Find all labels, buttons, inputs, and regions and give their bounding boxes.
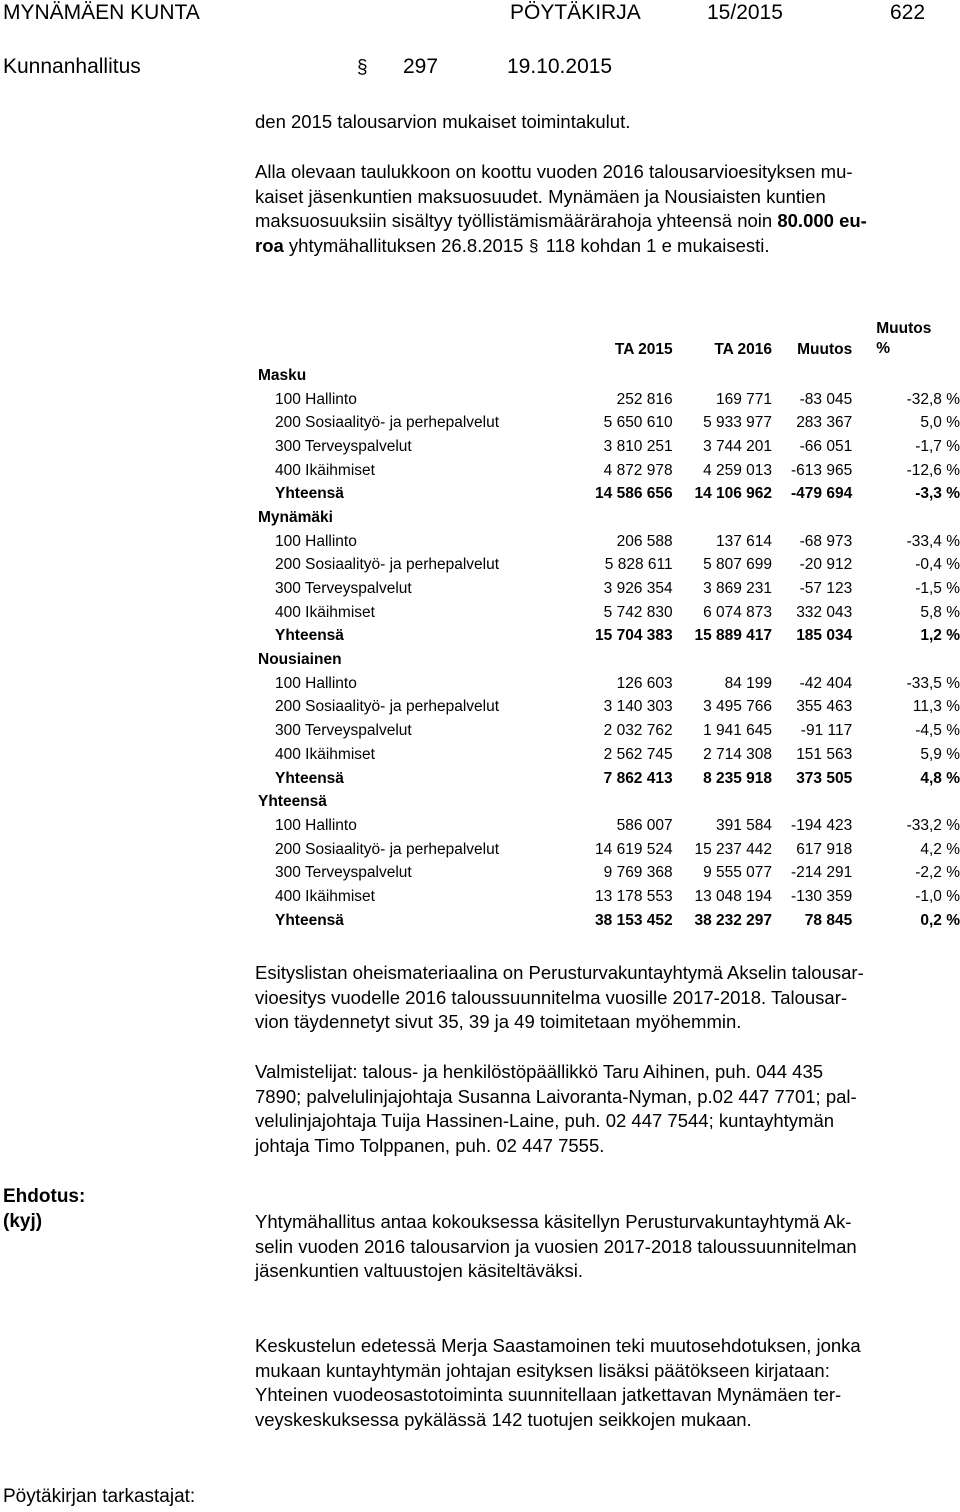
cell-muutos: -57 123 (799, 580, 853, 598)
cell-muutos-pct: -2,2 % (915, 864, 960, 882)
cell-category: Yhteensä (275, 769, 344, 787)
cell-category: 400 Ikäihmiset (275, 603, 375, 621)
cell-muutos-pct: 5,8 % (920, 603, 960, 621)
group-row (255, 790, 960, 814)
table-row (255, 459, 960, 483)
intro-text (255, 209, 867, 234)
intro-text (255, 234, 867, 259)
header-ta2015: TA 2015 (614, 341, 673, 358)
section-icon (357, 55, 370, 83)
group-name: Nousiainen (258, 651, 342, 669)
cell-category: 300 Terveyspalvelut (275, 580, 412, 598)
cell-muutos: 185 034 (796, 627, 853, 645)
intro-text-part: yhtymähallituksen 26.8.2015 (283, 234, 529, 256)
cell-ta2016: 14 106 962 (694, 485, 773, 503)
table-row (255, 435, 960, 459)
cell-muutos-pct: -1,0 % (915, 887, 960, 905)
cell-category: 200 Sosiaalityö- ja perhepalvelut (275, 698, 500, 716)
cell-ta2015: 14 586 656 (595, 485, 673, 503)
cell-muutos: 283 367 (796, 414, 853, 432)
paragraph-line: Keskustelun edetessä Merja Saastamoinen teki muutosehdotuksen, jonka (255, 1335, 861, 1356)
cell-ta2015: 9 769 368 (603, 864, 673, 882)
group-row (255, 364, 960, 388)
table-row (255, 719, 960, 743)
page-number: 622 (890, 1, 926, 24)
cell-muutos-pct: -33,5 % (906, 674, 960, 692)
table-body (255, 364, 960, 933)
cell-category: 300 Terveyspalvelut (275, 437, 412, 455)
intro-line (255, 110, 630, 135)
cell-category: 100 Hallinto (275, 390, 357, 408)
intro-paragraph (255, 160, 867, 258)
total-row (255, 625, 960, 649)
cell-ta2015: 3 926 354 (603, 580, 673, 598)
cell-category: Yhteensä (275, 911, 344, 929)
cell-category: 400 Ikäihmiset (275, 461, 375, 479)
cell-muutos-pct: -3,3 % (915, 485, 960, 503)
cell-ta2015: 2 562 745 (603, 745, 673, 763)
cell-ta2015: 252 816 (616, 390, 673, 408)
table-row (255, 885, 960, 909)
cell-muutos: 355 463 (796, 698, 853, 716)
cell-muutos: 373 505 (796, 769, 853, 787)
cell-muutos-pct: -4,5 % (915, 722, 960, 740)
cell-ta2016: 137 614 (716, 532, 773, 550)
cell-ta2016: 8 235 918 (703, 769, 773, 787)
table-row (255, 743, 960, 767)
cell-ta2016: 391 584 (716, 816, 773, 834)
cell-muutos: -83 045 (799, 390, 853, 408)
cell-ta2016: 38 232 297 (694, 911, 773, 929)
cell-ta2015: 126 603 (616, 674, 673, 692)
cell-ta2016: 1 941 645 (703, 722, 773, 740)
cell-muutos: -91 117 (800, 722, 853, 740)
paragraph-line: selin vuoden 2016 talousarvion ja vuosien 2017-2018 taloussuunnitelman (255, 1235, 857, 1257)
cell-ta2015: 3 140 303 (603, 698, 673, 716)
cell-muutos-pct: -0,4 % (915, 556, 960, 574)
cell-category: 400 Ikäihmiset (275, 887, 375, 905)
cell-muutos: 78 845 (804, 911, 853, 929)
header-muutos-pct (852, 303, 960, 364)
cell-muutos: 617 918 (796, 840, 853, 858)
meeting-date: 19.10.2015 (507, 55, 613, 78)
cell-category: 200 Sosiaalityö- ja perhepalvelut (275, 414, 500, 432)
group-row (255, 648, 960, 672)
total-row (255, 482, 960, 506)
cell-muutos: 332 043 (796, 603, 853, 621)
cell-category: 100 Hallinto (275, 816, 357, 834)
preparers-paragraph (255, 1060, 857, 1158)
paragraph-line: Yhteinen vuodeosastotoiminta suunnitellaan jatkettavan Mynämäen ter- (255, 1384, 842, 1405)
header-ta2016: TA 2016 (714, 341, 773, 358)
paragraph-line: 7890; palvelulinjajohtaja Susanna Laivoranta-Nyman, p.02 447 7701; pal- (255, 1085, 857, 1107)
total-row (255, 767, 960, 791)
cell-muutos-pct: -33,2 % (906, 816, 960, 834)
cell-muutos-pct: 11,3 % (912, 698, 960, 716)
paragraph-line: vioesitys vuodelle 2016 taloussuunnitelma vuosille 2017-2018. Talousar- (255, 986, 848, 1008)
cell-muutos-pct: 0,2 % (920, 911, 960, 929)
document-type: PÖYTÄKIRJA (510, 1, 641, 24)
board-name: Kunnanhallitus (3, 55, 141, 78)
cell-muutos: -613 965 (791, 461, 853, 479)
table-row (255, 838, 960, 862)
cell-ta2015: 38 153 452 (595, 911, 673, 929)
cell-ta2016: 3 869 231 (703, 580, 773, 598)
cell-category: Yhteensä (275, 627, 344, 645)
discussion-paragraph (255, 1334, 861, 1432)
document-number: 15/2015 (707, 1, 783, 24)
table-row (255, 577, 960, 601)
municipality-name: MYNÄMÄEN KUNTA (3, 1, 200, 24)
paragraph-line: Valmistelijat: talous- ja henkilöstöpäällikkö Taru Aihinen, puh. 044 435 (255, 1061, 824, 1082)
cell-muutos: 151 563 (796, 745, 853, 763)
paragraph-line: vion täydennetyt sivut 35, 39 ja 49 toimitetaan myöhemmin. (255, 1011, 742, 1032)
cell-muutos: -130 359 (791, 887, 853, 905)
attachment-paragraph (255, 961, 864, 1035)
group-name: Masku (258, 366, 307, 384)
cell-muutos-pct: 4,2 % (920, 840, 960, 858)
intro-text-part: 118 kohdan 1 e mukaisesti. (540, 234, 770, 256)
cell-muutos: -479 694 (791, 485, 853, 503)
cell-ta2016: 3 744 201 (703, 437, 773, 455)
intro-emphasis: 80.000 eu- (777, 210, 867, 231)
intro-text: den 2015 talousarvion mukaiset toimintakulut. (255, 111, 631, 132)
intro-text-part: maksuosuuksiin sisältyy työllistämismäärärahoja yhteensä noin (255, 210, 778, 231)
paragraph-line: Esityslistan oheismateriaalina on Perusturvakuntayhtymä Akselin talousar- (255, 962, 864, 983)
proposal-paragraph (255, 1210, 857, 1284)
cell-muutos: -66 051 (799, 437, 853, 455)
paragraph-line: veyskeskuksessa pykälässä 142 tuotujen seikkojen mukaan. (255, 1408, 752, 1430)
total-row (255, 909, 960, 933)
cell-category: 200 Sosiaalityö- ja perhepalvelut (275, 840, 500, 858)
proposal-label-line: (kyj) (3, 1211, 43, 1232)
table-row (255, 814, 960, 838)
cell-category: 400 Ikäihmiset (275, 745, 375, 763)
cell-muutos: -68 973 (799, 532, 853, 550)
cell-category: 200 Sosiaalityö- ja perhepalvelut (275, 556, 500, 574)
paragraph-line: velulinjajohtaja Tuija Hassinen-Laine, puh. 02 447 7544; kuntayhtymän (255, 1110, 835, 1131)
cell-ta2016: 2 714 308 (703, 745, 773, 763)
proposal-label (3, 1184, 85, 1234)
membership-fee-table (255, 303, 960, 933)
cell-muutos: -194 423 (791, 816, 853, 834)
cell-category: 300 Terveyspalvelut (275, 864, 412, 882)
cell-ta2015: 586 007 (616, 816, 673, 834)
cell-muutos: -42 404 (799, 674, 853, 692)
group-name: Yhteensä (258, 793, 327, 811)
header-blank (255, 303, 560, 364)
table-row (255, 411, 960, 435)
cell-muutos-pct: -32,8 % (906, 390, 960, 408)
svg-text:§: § (528, 235, 539, 255)
svg-text:§: § (357, 57, 368, 77)
header-muutos: Muutos (797, 341, 853, 358)
cell-ta2016: 3 495 766 (703, 698, 773, 716)
intro-text: Alla olevaan taulukkoon on koottu vuoden 2016 talousarvioesityksen mu- (255, 161, 853, 182)
cell-ta2015: 206 588 (616, 532, 673, 550)
table-row (255, 554, 960, 578)
cell-ta2016: 13 048 194 (694, 887, 773, 905)
cell-muutos-pct: 4,8 % (920, 769, 960, 787)
cell-category: 300 Terveyspalvelut (275, 722, 412, 740)
cell-ta2015: 13 178 553 (595, 887, 673, 905)
table-row (255, 530, 960, 554)
table-row (255, 861, 960, 885)
table-row (255, 601, 960, 625)
table-row (255, 672, 960, 696)
cell-ta2015: 7 862 413 (603, 769, 673, 787)
cell-ta2016: 15 889 417 (694, 627, 773, 645)
table-row (255, 388, 960, 412)
cell-ta2016: 15 237 442 (694, 840, 773, 858)
section-icon (529, 235, 541, 253)
cell-ta2015: 5 742 830 (603, 603, 673, 621)
paragraph-line: jäsenkuntien valtuustojen käsiteltäväksi. (255, 1260, 584, 1281)
cell-ta2015: 3 810 251 (603, 437, 673, 455)
header-muutos-pct-line1: Muutos (876, 320, 932, 337)
cell-muutos: -20 912 (799, 556, 853, 574)
intro-emphasis: roa (255, 234, 284, 256)
cell-ta2015: 2 032 762 (603, 722, 673, 740)
cell-muutos-pct: -1,7 % (915, 437, 960, 455)
section-number: 297 (403, 55, 439, 78)
cell-category: 100 Hallinto (275, 674, 357, 692)
paragraph-line: johtaja Timo Tolppanen, puh. 02 447 7555. (255, 1134, 605, 1156)
cell-muutos-pct: 1,2 % (920, 627, 960, 645)
cell-muutos-pct: -1,5 % (915, 580, 960, 598)
proposal-label-line: Ehdotus: (3, 1186, 86, 1207)
cell-ta2016: 6 074 873 (703, 603, 773, 621)
cell-ta2015: 15 704 383 (595, 627, 673, 645)
cell-ta2016: 84 199 (724, 674, 773, 692)
table-header-row (255, 303, 960, 364)
cell-ta2016: 5 933 977 (703, 414, 773, 432)
cell-muutos-pct: 5,9 % (920, 745, 960, 763)
cell-category: 100 Hallinto (275, 532, 357, 550)
cell-muutos-pct: -12,6 % (906, 461, 960, 479)
cell-muutos: -214 291 (791, 864, 853, 882)
cell-ta2015: 5 650 610 (603, 414, 673, 432)
group-row (255, 506, 960, 530)
cell-category: Yhteensä (275, 485, 344, 503)
cell-ta2015: 5 828 611 (604, 556, 673, 574)
footer-label: Pöytäkirjan tarkastajat: (3, 1486, 196, 1507)
cell-ta2015: 4 872 978 (603, 461, 673, 479)
cell-muutos-pct: -33,4 % (906, 532, 960, 550)
cell-ta2016: 4 259 013 (703, 461, 773, 479)
header-muutos-pct-line2: % (876, 340, 891, 357)
paragraph-line: Yhtymähallitus antaa kokouksessa käsitellyn Perusturvakuntayhtymä Ak- (255, 1211, 852, 1232)
cell-ta2015: 14 619 524 (595, 840, 673, 858)
intro-text: kaiset jäsenkuntien maksuosuudet. Mynämäen ja Nousiaisten kuntien (255, 185, 826, 207)
cell-ta2016: 169 771 (716, 390, 773, 408)
cell-muutos-pct: 5,0 % (920, 414, 960, 432)
cell-ta2016: 5 807 699 (703, 556, 773, 574)
group-name: Mynämäki (258, 508, 333, 526)
paragraph-line: mukaan kuntayhtymän johtajan esityksen lisäksi päätökseen kirjataan: (255, 1359, 830, 1381)
cell-ta2016: 9 555 077 (703, 864, 773, 882)
table-row (255, 696, 960, 720)
